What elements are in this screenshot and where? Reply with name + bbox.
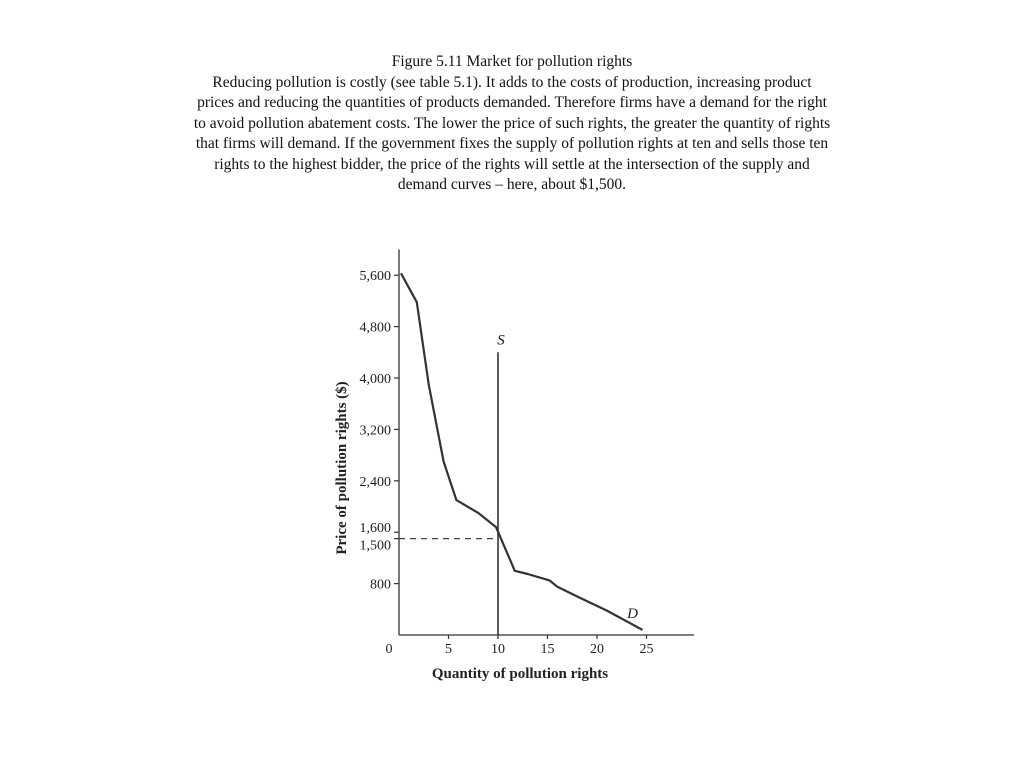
y-tick-label: 1,500 <box>359 538 391 554</box>
figure-description: Reducing pollution is costly (see table 5.1). It adds to the costs of production, increasing product prices and reducing the quantities of products demanded. Therefore firms have a demand for the right to avoid pollution abatement costs. The lower the price of such rights, the greater the quantity of rights that firms will demand. If the government fixes the supply of pollution rights at ten and sells those ten rights to the highest bidder, the price of the rights will settle at the intersection of the supply and demand curves – here, about $1,500. <box>193 73 831 193</box>
curves <box>399 273 643 635</box>
s-curve-label: S <box>497 332 505 349</box>
axes <box>399 250 694 636</box>
x-tick-label: 10 <box>491 642 505 657</box>
y-axis-title: Price of pollution rights ($) <box>334 381 350 555</box>
y-tick-label: 3,200 <box>359 423 391 439</box>
x-tick-label: 20 <box>590 642 604 657</box>
x-tick-label: 0 <box>385 642 393 657</box>
y-tick-label: 1,600 <box>359 521 391 537</box>
ticks <box>360 269 654 657</box>
d-curve <box>401 273 643 630</box>
y-tick-label: 800 <box>370 577 391 593</box>
d-curve-label: D <box>627 605 638 622</box>
y-tick-label: 2,400 <box>359 474 391 490</box>
figure-title: Figure 5.11 Market for pollution rights <box>391 53 633 70</box>
x-tick-label: 15 <box>540 642 555 657</box>
x-axis-title: Quantity of pollution rights <box>431 666 609 682</box>
y-tick-label: 4,000 <box>359 372 391 387</box>
y-tick-label: 4,800 <box>359 320 391 336</box>
y-tick-label: 5,600 <box>359 269 391 285</box>
x-tick-label: 5 <box>445 642 452 657</box>
x-tick-label: 25 <box>639 642 654 657</box>
